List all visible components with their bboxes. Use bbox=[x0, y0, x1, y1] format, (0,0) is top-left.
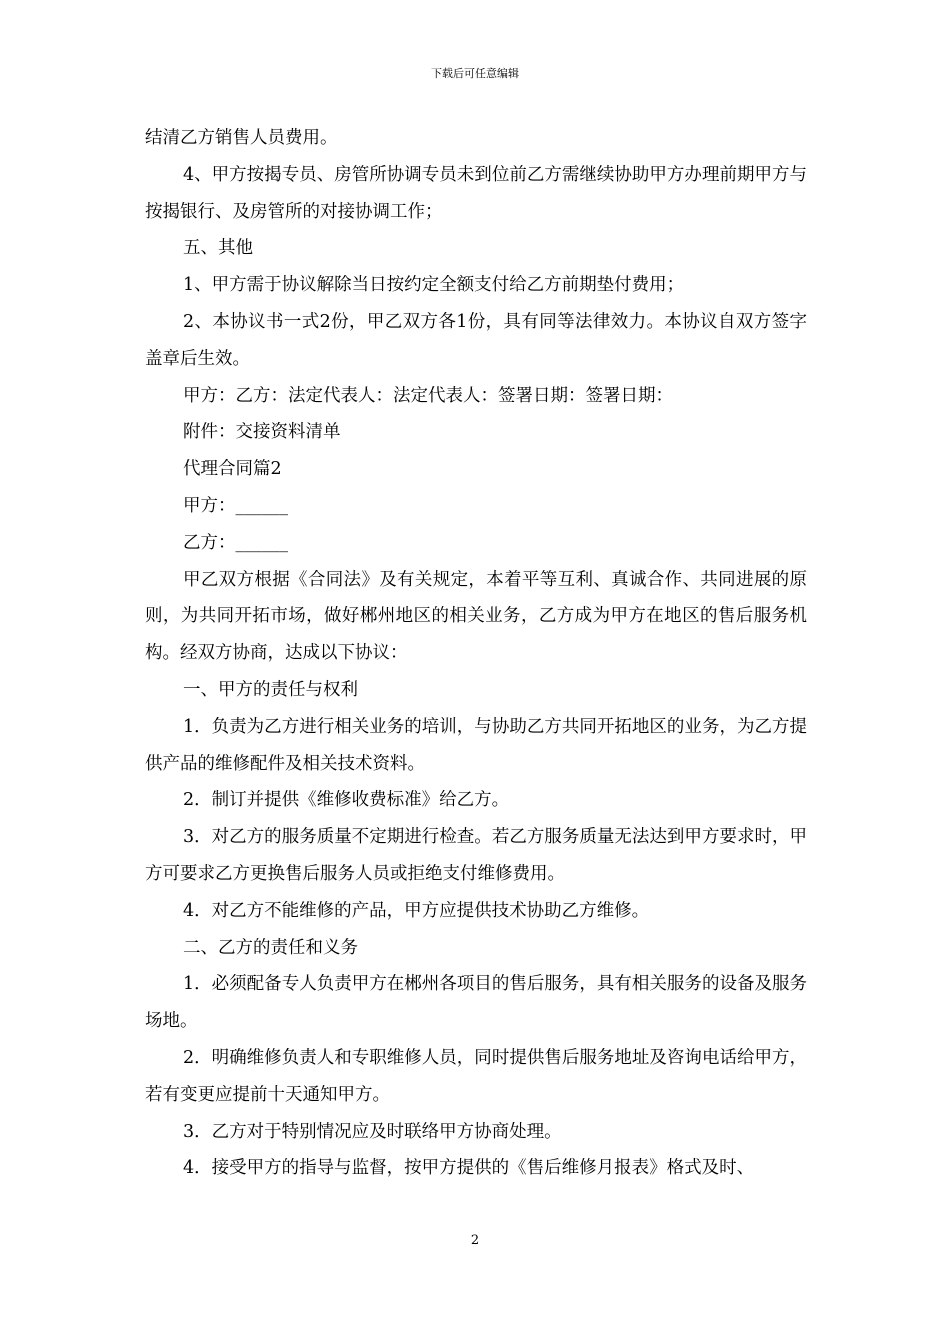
party-b-clause-1: 1．必须配备专人负责甲方在郴州各项目的售后服务，具有相关服务的设备及服务场地。 bbox=[145, 974, 807, 1032]
contract-title: 代理合同篇2 bbox=[183, 459, 282, 480]
party-b-line: 乙方：______ bbox=[183, 532, 288, 553]
party-a-clause-4: 4．对乙方不能维修的产品，甲方应提供技术协助乙方维修。 bbox=[183, 900, 650, 921]
paragraph-item-4: 4、甲方按揭专员、房管所协调专员未到位前乙方需继续协助甲方办理前期甲方与按揭银行、及房管所的对接协调工作； bbox=[145, 164, 807, 222]
preamble-paragraph: 甲乙双方根据《合同法》及有关规定，本着平等互利、真诚合作、共同进展的原则，为共同开拓市场，做好郴州地区的相关业务，乙方成为甲方在地区的售后服务机构。经双方协商，达成以下协议： bbox=[145, 569, 807, 664]
section-heading-party-a: 一、甲方的责任与权利 bbox=[183, 679, 358, 700]
party-b-clause-3: 3．乙方对于特别情况应及时联络甲方协商处理。 bbox=[183, 1121, 562, 1142]
attachment-line: 附件：交接资料清单 bbox=[183, 422, 341, 443]
page-header: 下载后可任意编辑 bbox=[431, 67, 519, 80]
party-b-clause-2: 2．明确维修负责人和专职维修人员，同时提供售后服务地址及咨询电话给甲方，若有变更应提前十天通知甲方。 bbox=[145, 1047, 807, 1105]
paragraph-other-1: 1、甲方需于协议解除当日按约定全额支付给乙方前期垫付费用； bbox=[183, 275, 685, 296]
party-a-clause-2: 2．制订并提供《维修收费标准》给乙方。 bbox=[183, 790, 510, 811]
party-a-line: 甲方：______ bbox=[183, 495, 288, 516]
party-a-clause-1: 1．负责为乙方进行相关业务的培训，与协助乙方共同开拓地区的业务，为乙方提供产品的维修配件及相关技术资料。 bbox=[145, 716, 807, 774]
paragraph-other-2: 2、本协议书一式2份，甲乙双方各1份，具有同等法律效力。本协议自双方签字盖章后生效。 bbox=[145, 311, 807, 369]
signature-line: 甲方：乙方：法定代表人：法定代表人：签署日期：签署日期： bbox=[183, 385, 673, 406]
party-b-clause-4: 4．接受甲方的指导与监督，按甲方提供的《售后维修月报表》格式及时、 bbox=[183, 1158, 755, 1179]
document-body bbox=[145, 120, 807, 1187]
section-heading-other: 五、其他 bbox=[183, 238, 253, 259]
page-number: 2 bbox=[470, 1233, 480, 1248]
section-heading-party-b: 二、乙方的责任和义务 bbox=[183, 937, 358, 958]
party-a-clause-3: 3．对乙方的服务质量不定期进行检查。若乙方服务质量无法达到甲方要求时，甲方可要求乙方更换售后服务人员或拒绝支付维修费用。 bbox=[145, 827, 807, 884]
paragraph-continuation: 结清乙方销售人员费用。 bbox=[145, 128, 338, 148]
